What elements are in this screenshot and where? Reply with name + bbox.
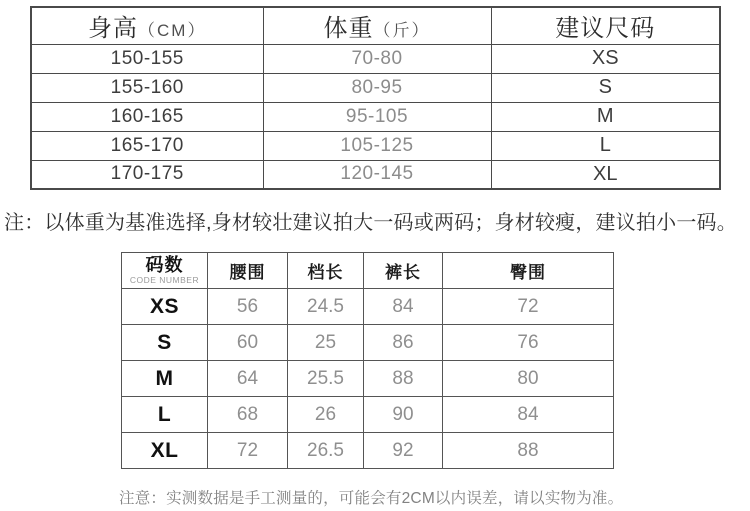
crotch-length-cell: 25.5 bbox=[288, 361, 364, 397]
weight-cell: 105-125 bbox=[263, 131, 491, 160]
table-header-row bbox=[31, 7, 720, 44]
measurement-disclaimer-note: 注意：实测数据是手工测量的，可能会有2CM以内误差，请以实物为准。 bbox=[119, 490, 624, 507]
weight-cell: 120-145 bbox=[263, 160, 491, 189]
header-pants-length: 裤长 bbox=[364, 253, 443, 289]
waist-cell: 72 bbox=[208, 433, 288, 469]
header-suggested-size bbox=[491, 7, 720, 44]
weight-cell: 95-105 bbox=[263, 102, 491, 131]
header-weight-label: 体重 bbox=[323, 15, 374, 43]
size-cell: XS bbox=[491, 44, 720, 73]
table-row bbox=[31, 160, 720, 189]
pants-length-cell: 92 bbox=[364, 433, 443, 469]
table-row bbox=[122, 325, 614, 361]
hip-cell: 84 bbox=[443, 397, 614, 433]
weight-cell: 70-80 bbox=[263, 44, 491, 73]
crotch-length-cell: 24.5 bbox=[288, 289, 364, 325]
waist-cell: 56 bbox=[208, 289, 288, 325]
header-height-unit: （CM） bbox=[138, 21, 207, 41]
height-cell: 150-155 bbox=[31, 44, 263, 73]
size-cell: M bbox=[491, 102, 720, 131]
table-row bbox=[31, 73, 720, 102]
header-weight-unit: （斤） bbox=[373, 21, 431, 41]
hip-cell: 80 bbox=[443, 361, 614, 397]
height-cell: 165-170 bbox=[31, 131, 263, 160]
waist-cell: 64 bbox=[208, 361, 288, 397]
size-cell: S bbox=[122, 325, 208, 361]
table-row bbox=[122, 289, 614, 325]
table-row bbox=[122, 361, 614, 397]
header-height-label: 身高 bbox=[88, 15, 139, 43]
header-height bbox=[31, 7, 263, 44]
size-cell: M bbox=[122, 361, 208, 397]
header-code-number-cn: 码数 bbox=[145, 255, 184, 275]
height-cell: 160-165 bbox=[31, 102, 263, 131]
waist-cell: 68 bbox=[208, 397, 288, 433]
size-cell: XL bbox=[491, 160, 720, 189]
crotch-length-cell: 25 bbox=[288, 325, 364, 361]
pants-length-cell: 84 bbox=[364, 289, 443, 325]
size-cell: XL bbox=[122, 433, 208, 469]
pants-length-cell: 90 bbox=[364, 397, 443, 433]
height-cell: 170-175 bbox=[31, 160, 263, 189]
pants-length-cell: 88 bbox=[364, 361, 443, 397]
header-hip: 臀围 bbox=[443, 253, 614, 289]
header-code-number bbox=[122, 253, 208, 289]
height-weight-size-table bbox=[30, 6, 721, 190]
pants-length-cell: 86 bbox=[364, 325, 443, 361]
crotch-length-cell: 26 bbox=[288, 397, 364, 433]
measurements-table bbox=[121, 252, 614, 469]
header-waist: 腰围 bbox=[208, 253, 288, 289]
table-header-row bbox=[122, 253, 614, 289]
size-cell: L bbox=[491, 131, 720, 160]
height-cell: 155-160 bbox=[31, 73, 263, 102]
size-cell: S bbox=[491, 73, 720, 102]
hip-cell: 88 bbox=[443, 433, 614, 469]
weight-cell: 80-95 bbox=[263, 73, 491, 102]
table-row bbox=[31, 131, 720, 160]
hip-cell: 76 bbox=[443, 325, 614, 361]
size-cell: XS bbox=[122, 289, 208, 325]
table-row bbox=[122, 433, 614, 469]
waist-cell: 60 bbox=[208, 325, 288, 361]
header-weight bbox=[263, 7, 491, 44]
sizing-advice-note: 注：以体重为基准选择,身材较壮建议拍大一码或两码；身材较瘦，建议拍小一码。 bbox=[4, 212, 737, 234]
table-row bbox=[31, 102, 720, 131]
hip-cell: 72 bbox=[443, 289, 614, 325]
size-cell: L bbox=[122, 397, 208, 433]
table-row bbox=[122, 397, 614, 433]
crotch-length-cell: 26.5 bbox=[288, 433, 364, 469]
header-crotch-length: 档长 bbox=[288, 253, 364, 289]
table-row bbox=[31, 44, 720, 73]
header-code-number-en: CODE NUMBER bbox=[129, 275, 200, 285]
header-suggested-size-label: 建议尺码 bbox=[555, 15, 656, 43]
